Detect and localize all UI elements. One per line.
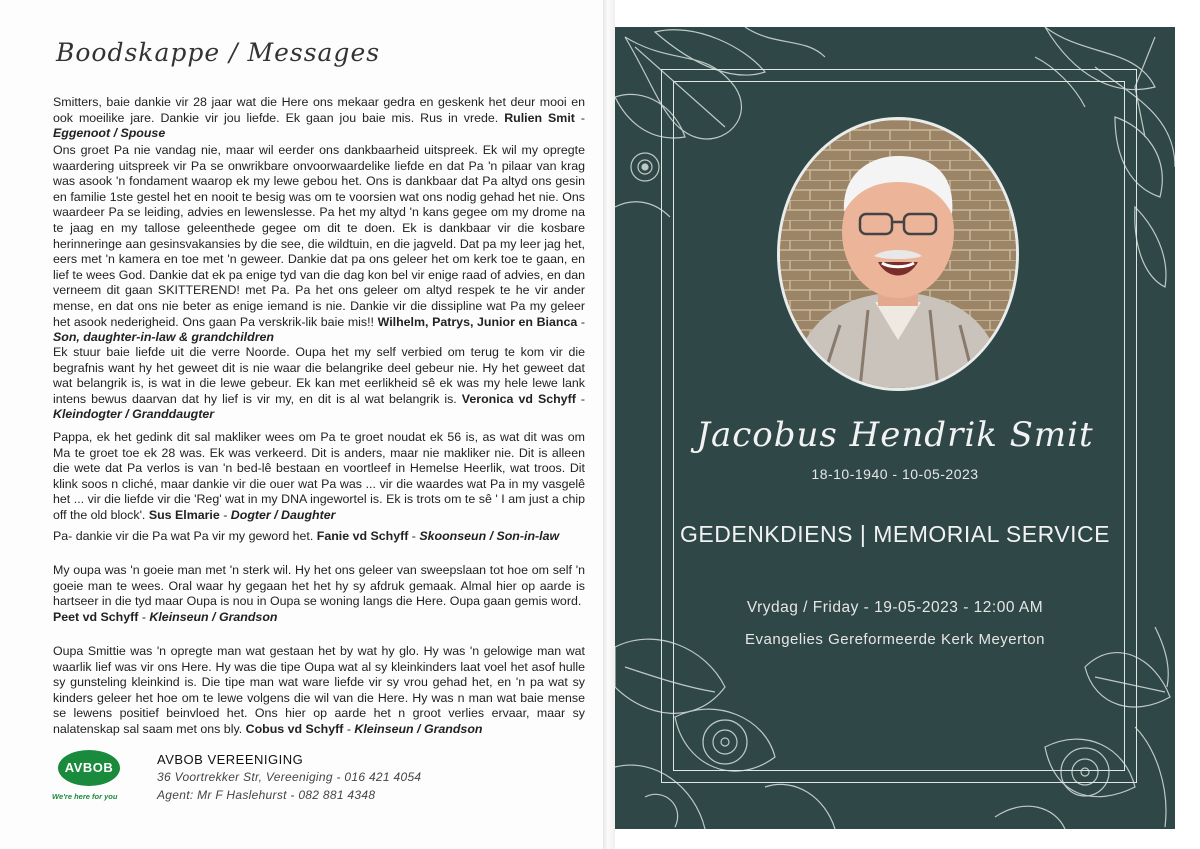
message-relation: Skoonseun / Son-in-law (419, 529, 560, 543)
message-author: Peet vd Schyff (53, 609, 139, 624)
message-relation: Eggenoot / Spouse (53, 126, 166, 141)
message-relation: Kleinseun / Grandson (149, 609, 278, 624)
message-6: My oupa was 'n goeie man met 'n sterk wil. Hy het ons geleer van sweepslaan tot hoe om self 'n goeie man te wees. Oral waar hy gegaan het het hy sy afdruk gemaak. Almal hier op aarde is hartseer in die tyd maar Oupa is nou in Oupa se woning langs die Here. Oupa gaan gemis word. Peet vd Schyff - Kleinseun / Grandson (53, 563, 585, 624)
funeral-home-name: AVBOB VEREENIGING (157, 752, 304, 767)
avbob-tagline: We're here for you (52, 792, 118, 801)
message-4: Pappa, ek het gedink dit sal makliker wees om Pa te groet noudat ek 56 is, as wat dit was om Ma te groet toe ek 28 was. Ek was verkeerd. Dit is anders, maar nie makliker nie. Dit is alleen die wete dat Pa verlos is van 'n bed-lê bestaan en voortleef in Hemelse Heerlik, wat troos. Dit klink soos n cliché, maar dankie vir die ouer wat Pa was ... vir die waardes wat Pa in my vasgelê het ... vir die liefde vir die 'Reg' wat in my DNA ingewortel is. Ek is trots om te sê ' I am just a chip off the old block'. Sus Elmarie - Dogter / Daughter (53, 430, 585, 522)
message-7: Oupa Smittie was 'n opregte man wat gestaan het by wat hy glo. Hy was 'n gelowige man wat waarlik lief was vir ons Here. Hy was die tipe Oupa wat al sy kleinkinders laat voel het asof hulle sy gunsteling kleinkind is. Die tipe man wat ware liefde vir sy vrou gehad het, en 'n pa wat sy kinders geleer het hoe om te lewe volgens die wil van die Here. Hy was n man wat baie mense se lewens positief beinvloed het. Ons hier op aarde het n groot verlies ervaar, maar sy nalatenskap sal saam met ons bly. Cobus vd Schyff - Kleinseun / Grandson (53, 644, 585, 736)
life-dates: 18-10-1940 - 10-05-2023 (811, 466, 979, 482)
service-date-time: Vrydag / Friday - 19-05-2023 - 12:00 AM (746, 599, 1044, 616)
message-1: Smitters, baie dankie vir 28 jaar wat die Here ons mekaar gedra en geskenk het deur mooi en ook moeilike jare. Dankie vir jou liefde. Ek gaan jou baie mis. Rus in vrede. Rulien Smit - Eggenoot / Spouse (53, 95, 585, 141)
message-author: Sus Elmarie (148, 507, 220, 522)
message-author: Cobus vd Schyff (245, 721, 344, 736)
portrait-photo-icon (777, 117, 1019, 391)
message-relation: Dogter / Daughter (230, 507, 336, 522)
cover-page (615, 27, 1175, 829)
message-relation: Kleinseun / Grandson (354, 721, 483, 736)
funeral-home-footer (52, 748, 612, 808)
avbob-logo-icon (52, 750, 132, 806)
avbob-logo-text: AVBOB (58, 750, 120, 786)
message-author: Wilhelm, Patrys, Junior en Bianca (377, 314, 578, 329)
message-2: Ons groet Pa nie vandag nie, maar wil eerder ons dankbaarheid uitspreek. Ek wil my opregte waardering uitspreek vir Pa se onwrikbare onvoorwaardelike liefde en dat Pa 'n pilaar van krag was asook 'n fondament waarop ek my lewe gebou het. Ons is dankbaar dat Pa altyd ons gesin en familie 1ste gestel het en nooit te besig was om te voorsien wat ons nodig gehad het nie. Ons waardeer Pa se leiding, advies en lewenslesse. Pa het my altyd 'n kans gegee om my drome na te jaag en my tallose geleenthede gegee om dit te doen. Ek is dankbaar vir die kosbare herinneringe aan gesinsvakansies by die see, die wildtuin, en die jagveld. Dat pa my leer jag het, eers met 'n kamera en toe met 'n geweer. Dankie dat pa ons geleer het om kerk toe te gaan, en lief te wees God. Dankie dat ek pa enige tyd van die dag kon bel vir enige raad of advies, en dan verneem dit gaan SKITTEREND! met Pa. Pa het ons geleer om altyd respek te he vir ander mense, en dat ons nie beter as enige iemand is nie. Dankie vir die dissipline wat Pa my geleer het asook nederigheid. Ons gaan Pa verskrik-lik baie mis!! Wilhelm, Patrys, Junior en Bianca - Son, daughter-in-law & grandchildren (53, 143, 585, 345)
service-venue: Evangelies Gereformeerde Kerk Meyerton (745, 631, 1045, 648)
service-title: GEDENKDIENS | MEMORIAL SERVICE (680, 521, 1110, 547)
message-relation: Son, daughter-in-law & grandchildren (53, 330, 274, 345)
message-relation: Kleindogter / Granddaugter (53, 407, 215, 422)
message-author: Veronica vd Schyff (461, 391, 576, 406)
message-3: Ek stuur baie liefde uit die verre Noorde. Oupa het my self verbied om terug te kom vir die begrafnis want hy het geweet dit is nie waar die belangrike deel gebeur nie. Hy het geweet dat wat belangrik is, is wat in die lewe gebeur. Ek kan met eerlikheid sê ek was my hele lewe lank intens bewus daarvan dat hy lief is vir my, en dit is al wat belangrik is. Veronica vd Schyff - Kleindogter / Granddaugter (53, 345, 585, 422)
funeral-home-address: 36 Voortrekker Str, Vereeniging - 016 421 4054 (157, 770, 422, 784)
message-author: Rulien Smit (504, 110, 575, 125)
messages-heading: Boodskappe / Messages (56, 38, 381, 67)
message-5: Pa- dankie vir die Pa wat Pa vir my geword het. Fanie vd Schyff - Skoonseun / Son-in-law (53, 529, 560, 543)
message-author: Fanie vd Schyff (316, 529, 409, 543)
deceased-name: Jacobus Hendrik Smit (696, 415, 1094, 455)
page-fold (603, 0, 615, 849)
funeral-home-agent: Agent: Mr F Haslehurst - 082 881 4348 (157, 788, 376, 802)
